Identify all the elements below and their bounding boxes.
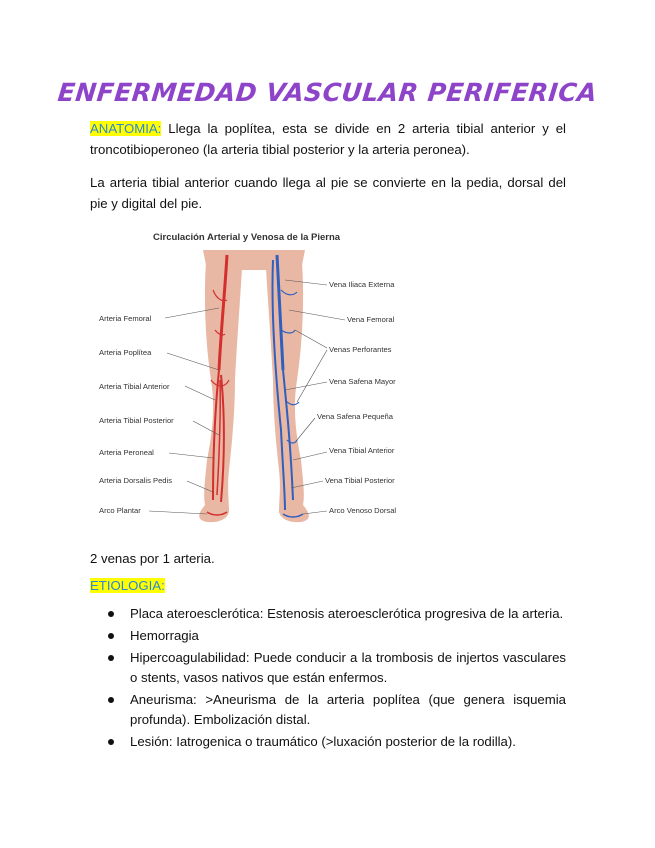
list-item: Placa ateroesclerótica: Estenosis ateroesclerótica progresiva de la arteria. (108, 604, 566, 624)
list-item: Hemorragia (108, 626, 566, 646)
label-arco-plantar: Arco Plantar (99, 506, 141, 515)
anatomia-text: Llega la poplítea, esta se divide en 2 arteria tibial anterior y el troncotibioperoneo (la arteria tibial posterior y la arteria peronea). (90, 121, 566, 157)
label-vena-iliaca-externa: Vena Iliaca Externa (329, 280, 395, 289)
label-vena-safena-pequena: Vena Safena Pequeña (317, 412, 394, 421)
label-vena-femoral: Vena Femoral (347, 315, 395, 324)
label-arteria-tibial-anterior: Arteria Tibial Anterior (99, 382, 170, 391)
label-vena-tibial-posterior: Vena Tibial Posterior (325, 476, 395, 485)
label-arteria-tibial-posterior: Arteria Tibial Posterior (99, 416, 174, 425)
anatomia-paragraph (90, 118, 566, 160)
etiologia-list (108, 604, 566, 754)
label-venas-perforantes: Venas Perforantes (329, 345, 392, 354)
label-arteria-femoral: Arteria Femoral (99, 314, 152, 323)
list-item: Aneurisma: >Aneurisma de la arteria poplítea (que genera isquemia profunda). Embolización distal. (108, 690, 566, 730)
etiologia-heading (90, 575, 566, 596)
leg-circulation-figure (95, 230, 415, 530)
pedia-paragraph: La arteria tibial anterior cuando llega al pie se convierte en la pedia, dorsal del pie y digital del pie. (90, 175, 566, 211)
list-item: Hipercoagulabilidad: Puede conducir a la trombosis de injertos vasculares o stents, vasos nativos que están enfermos. (108, 648, 566, 688)
page-title: ENFERMEDAD VASCULAR PERIFERICA (56, 78, 599, 107)
label-arteria-poplitea: Arteria Poplítea (99, 348, 152, 357)
anatomia-label: ANATOMIA: (90, 121, 162, 136)
label-vena-safena-mayor: Vena Safena Mayor (329, 377, 396, 386)
label-arteria-peroneal: Arteria Peroneal (99, 448, 154, 457)
venas-note: 2 venas por 1 arteria. (90, 551, 215, 566)
list-item: Lesión: Iatrogenica o traumático (>luxación posterior de la rodilla). (108, 732, 566, 752)
label-arteria-dorsalis-pedis: Arteria Dorsalis Pedis (99, 476, 173, 485)
etiologia-label: ETIOLOGIA: (90, 578, 165, 593)
figure-title: Circulación Arterial y Venosa de la Pierna (153, 232, 341, 243)
label-vena-tibial-anterior: Vena Tibial Anterior (329, 446, 395, 455)
label-arco-venoso-dorsal: Arco Venoso Dorsal (329, 506, 397, 515)
